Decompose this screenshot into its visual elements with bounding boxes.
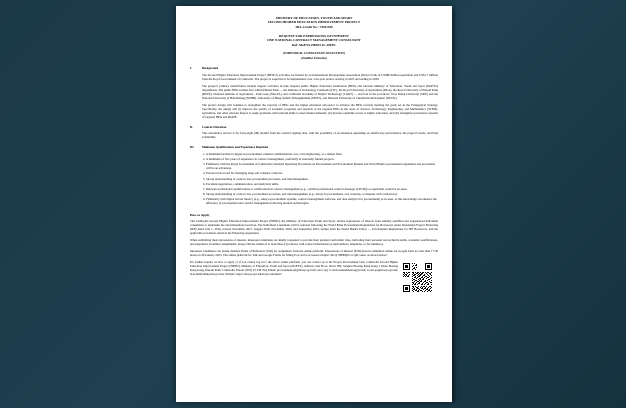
document-sheet xyxy=(176,6,452,402)
section-title-1: Background xyxy=(202,65,219,70)
section-body-contract-duration xyxy=(202,132,438,140)
how-to-apply-paragraph-4: For further inquiry on how to apply or if you cannot log in to the above online platform, you can contact us at the Project Procurement Unit, Cambodia Second Higher Education Improvement Project (HEIP2), Ministry of Education, Youth and Sport (MoEYS), Address: 2nd Floor, Street 380, Sangkat Boeung Keng Kang I, Khan Boeung Keng Kang, Phnom Penh, Cambodia. Phone: (855) 23 238 254; Email: procurement.ipf@moeys.gov.kh; and copy to mok.sokunthheara@gov.kh; va.sdt.pu@moeys.gov.kh; leon.nimbolthhearen.gov.kh; Website: https://moeys.gov.kh/en/procurement/ xyxy=(190,260,398,277)
section-body-background xyxy=(202,74,438,120)
document-page xyxy=(176,6,452,402)
list-item: 2. A minimum of five years of experience in contract management, preferably in externally funded projects. xyxy=(206,158,438,162)
section-number-2: II. xyxy=(190,124,194,129)
list-item: 4. Proven track record for managing large and complex contracts. xyxy=(206,172,438,176)
how-to-apply-heading: How to Apply xyxy=(190,213,210,218)
section-title-2: Contract Duration xyxy=(202,124,227,129)
page-shadow xyxy=(452,10,455,402)
list-item: 7. Relevant professional qualifications or certifications in contract management (e.g., certified professional contract manager (CPCM)) or equivalent would be an asset. xyxy=(206,188,438,192)
title-line-3: Ref: MoEYS-HEIP2-IC-02IPC xyxy=(292,42,336,47)
how-to-apply-paragraph-1: The Cambodia Second Higher Education Improvement Project (HEIP2), the Ministry of Education Youth and Sport, invites expressions of interest from suitably qualified and experienced individual consultants to undertake the abovementioned services. The Individual Consultant will be selected following the World Bank Procurement Regulations for Borrowers under Investment Project Financing (IPF) dated July 1, 2016, revised November 2017, August 2018, November 2020, and September 2023, setting forth the World Bank's Policy — Procurement Regulations for IPF Borrowers, and the applicable provisions stated in the Financing Agreement. xyxy=(190,219,438,235)
section-heading-contract-duration xyxy=(190,126,438,130)
list-item: 8. Strong understanding of contract law, procurement processes, and risk management (e.g., delays in procurement, cost overruns, or disputes with contractors). xyxy=(206,193,438,197)
list-item: 5. Strong understanding of contract law, procurement processes, and risk management. xyxy=(206,178,438,182)
list-item: 6. Excellent negotiation, communication, and analytical skills. xyxy=(206,183,438,187)
how-to-apply-paragraph-3: Interested candidates can obtain detailed Terms of Reference (ToR) for assignment from the online platform. Expressions of Interest (EOI) must be submitted online via Google form no later than 17:30 hours on 26 January 2025. The online platform for ToR and Google Forms for filling EoI can be accessed at https://bit.ly/3PH0hjN or QR codes, as shown below: xyxy=(190,248,438,257)
title-line-2: ONE NATIONAL CONTRACT MANAGEMENT CONSULTANT xyxy=(267,38,361,43)
header-line-1: MINISTRY OF EDUCATION, YOUTH AND SPORT xyxy=(275,16,353,20)
qualifications-list xyxy=(190,153,438,206)
list-item: 3. Familiarity with the Royal Government of Cambodia's Standard Operating Procedures on Procurement and Procurement Manual and World Bank's procurement regulations and procedures will be an advantage. xyxy=(206,163,438,171)
document-header xyxy=(190,16,438,29)
section-number-3: III. xyxy=(190,145,195,150)
qr-section xyxy=(190,261,438,295)
section-heading-qualifications xyxy=(190,146,438,150)
qr-code-icon xyxy=(401,261,434,294)
background-paragraph-3: The project design will continue to strengthen the capacity of HEIs and the higher education sub-sector to advance the HEIs towards meeting the goals set in the Pedagogical Strategy. Specifically, the design will (i) improve the quality of academic programs and research at the targeted HEIs in the areas of Science, Technology, Engineering, and Mathematics (STEM), agriculture, and other relevant majors to equip graduates with relevant skills to meet market demands; (ii) increase equitable access to higher education; and (iii) strengthen governance systems of targeted HEIs and DGHE. xyxy=(202,102,438,119)
header-line-3: IDA-Credit No.: 7436-KH xyxy=(295,24,333,29)
section-heading-background xyxy=(190,67,438,71)
how-to-apply-paragraph-2: When submitting their expressions of interest, interested candidates are kindly requested to provide their updated curriculum vitae, indicating their personal and technical skills, academic qualifications, and experience in similar assignments, along with the names of at least three (3) referees with contact information (e-mail address, telephone, or fax numbers). xyxy=(190,237,438,246)
contract-duration-paragraph: The consultancy service is for forty-eight (48) months from the contract signing date, with the possibility of an extension depending on satisfactory performance, the project's needs, and fund availability. xyxy=(202,131,438,140)
selection-method: (INDIVIDUAL CONSULTANT SELECTION) xyxy=(283,51,345,56)
header-line-2: SECOND HIGHER EDUCATION IMPROVEMENT PROJECT xyxy=(267,20,361,25)
list-item: 9. Familiarity with digital and AI literacy (e.g., using e-procurement systems, contract management software, and data analytics for procurement) is an asset, as this knowledge can enhance the efficiency of procurement and contract management following modern technologies. xyxy=(206,198,438,206)
deadline-note: (Deadline Extension) xyxy=(301,56,327,61)
title-line-1: REQUEST FOR EXPRESSIONS OF INTEREST xyxy=(279,34,349,39)
section-title-3: Minimum Qualifications and Experience Required xyxy=(202,145,268,150)
list-item: 1. A minimum bachelor's degree in procurement, business administration, law, civil engineering, or a related field. xyxy=(206,153,438,157)
background-paragraph-1: The Second Higher Education Improvement Project (HEIP-2) activities are funded by an International Development Association (IDA) Credit of US$80 million equivalent and US$1.7 million from the Royal Government of Cambodia. The project is expected to be implemented over a six-year period, starting in 2025 and ending in 2030. xyxy=(202,72,438,81)
document-title xyxy=(190,34,438,47)
section-number-1: I. xyxy=(190,65,192,70)
background-paragraph-2: The project's primary beneficiaries include support activities in nine targeted public Higher Education Institutions (HEIs) and relevant Ministry of Education, Youth and Sport (MoEYS) departments. The public HEIs include five within Phnom Penh — the Institute of Technology Cambodia (ITC), the Royal University of Agriculture (RUA), the Royal University of Phnom Penh (RUPP), National Institute of Agriculture - Prek Leap (NIA-PL), and Cambodia Academy of Digital Technology (CADT) — and four in the provinces: Svay Rieng University (SRU) and the National University of Battambang (NUBB), University of Heng Samrin Thbongkhmum (UHST), and National University of Cheasim Kamchaymear (NUCK). xyxy=(202,83,438,100)
